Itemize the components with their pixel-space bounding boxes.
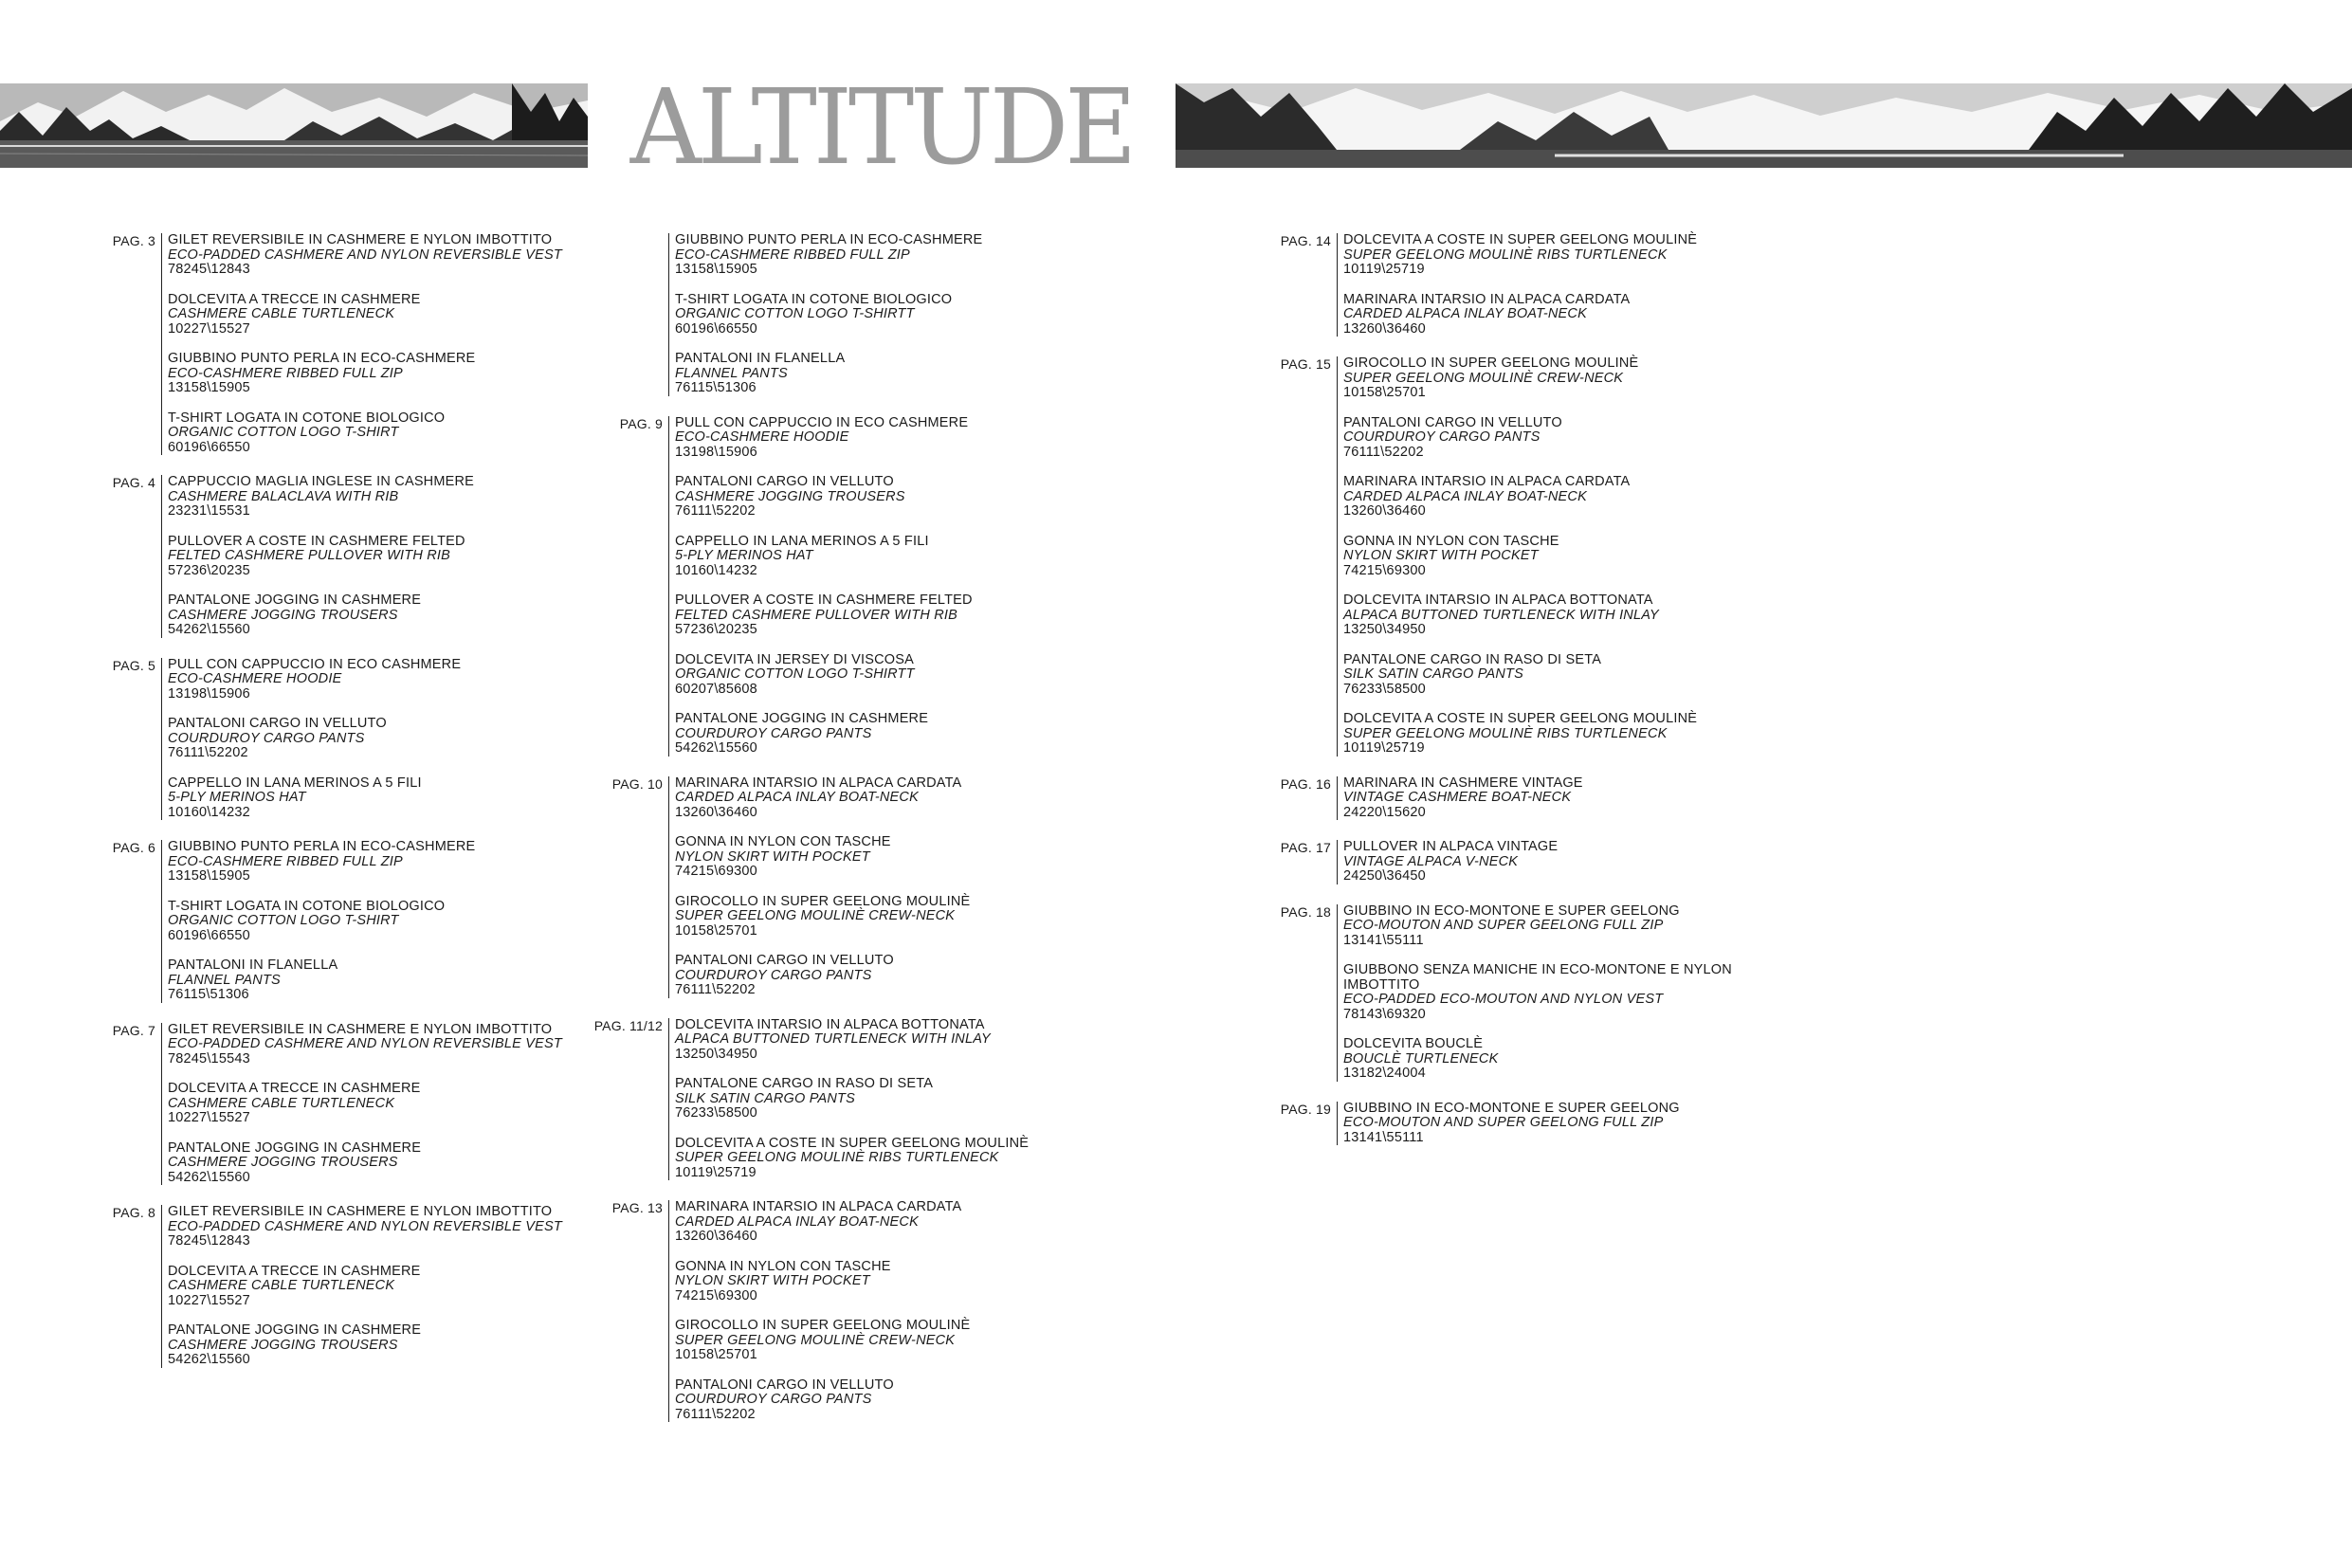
list-item xyxy=(168,352,562,396)
item-code: 10158\25701 xyxy=(675,1347,757,1362)
item-name-it: DOLCEVITA A COSTE IN SUPER GEELONG MOULINÈ xyxy=(675,1135,1030,1151)
item-name-it: MARINARA INTARSIO IN ALPACA CARDATA xyxy=(1343,474,1631,489)
list-item xyxy=(675,233,982,278)
page-label: PAG. 14 xyxy=(1280,233,1331,248)
item-name-en: ORGANIC COTTON LOGO T-SHIRTT xyxy=(675,666,915,682)
item-code: 10119\25719 xyxy=(675,1164,757,1180)
item-name-en: SILK SATIN CARGO PANTS xyxy=(1343,666,1523,682)
item-name-it: T-SHIRT LOGATA IN COTONE BIOLOGICO xyxy=(168,898,446,914)
index-section xyxy=(1251,356,1741,757)
entry-list xyxy=(1337,776,1583,821)
item-name-it: MARINARA INTARSIO IN ALPACA CARDATA xyxy=(1343,291,1631,307)
item-name-it: GILET REVERSIBILE IN CASHMERE E NYLON IMBOTTITO xyxy=(168,1021,553,1037)
item-name-en: ECO-PADDED ECO-MOUTON AND NYLON VEST xyxy=(1343,992,1664,1007)
list-item xyxy=(168,1205,562,1249)
item-code: 10158\25701 xyxy=(675,922,757,939)
index-section xyxy=(76,1023,562,1186)
entry-list xyxy=(668,776,970,998)
item-name-it: CAPPUCCIO MAGLIA INGLESE IN CASHMERE xyxy=(168,474,475,489)
page-label: PAG. 19 xyxy=(1280,1101,1331,1117)
item-name-it: DOLCEVITA A TRECCE IN CASHMERE xyxy=(168,1263,421,1279)
item-name-it: DOLCEVITA A TRECCE IN CASHMERE xyxy=(168,291,421,307)
item-code: 54262\15560 xyxy=(168,622,250,637)
page-label: PAG. 16 xyxy=(1280,775,1331,792)
index-column-2 xyxy=(583,233,1029,1442)
item-name-it: GIUBBINO IN ECO-MONTONE E SUPER GEELONG xyxy=(1343,1100,1680,1116)
item-name-it: MARINARA INTARSIO IN ALPACA CARDATA xyxy=(675,1199,962,1214)
item-name-en: SUPER GEELONG MOULINÈ RIBS TURTLENECK xyxy=(675,1150,999,1165)
index-section xyxy=(1251,1102,1741,1146)
list-item xyxy=(168,840,475,884)
item-name-it: GIUBBONO SENZA MANICHE IN ECO-MONTONE E NYLON IMBOTTITO xyxy=(1343,962,1732,993)
item-name-it: CAPPELLO IN LANA MERINOS A 5 FILI xyxy=(675,533,929,549)
list-item xyxy=(168,1323,562,1368)
list-item xyxy=(675,653,973,698)
list-item xyxy=(675,416,973,461)
item-code: 10227\15527 xyxy=(168,320,250,337)
list-item xyxy=(675,1319,970,1363)
item-name-it: DOLCEVITA INTARSIO IN ALPACA BOTTONATA xyxy=(675,1016,985,1032)
entry-list xyxy=(161,658,461,821)
list-item xyxy=(1343,712,1697,757)
item-name-it: PANTALONE JOGGING IN CASHMERE xyxy=(168,593,422,608)
list-item xyxy=(168,233,562,278)
item-code: 76233\58500 xyxy=(675,1105,757,1121)
item-name-it: PANTALONI IN FLANELLA xyxy=(168,957,338,973)
item-code: 76111\52202 xyxy=(168,745,248,760)
item-name-en: SUPER GEELONG MOULINÈ CREW-NECK xyxy=(675,1332,956,1348)
item-name-en: VINTAGE CASHMERE BOAT-NECK xyxy=(1343,790,1572,805)
item-name-it: GONNA IN NYLON CON TASCHE xyxy=(675,834,891,849)
item-name-en: CASHMERE BALACLAVA WITH RIB xyxy=(168,488,399,504)
item-name-en: FELTED CASHMERE PULLOVER WITH RIB xyxy=(675,607,957,623)
list-item xyxy=(1343,1102,1680,1146)
item-name-en: BOUCLÈ TURTLENECK xyxy=(1343,1050,1499,1067)
list-item xyxy=(675,895,970,939)
item-code: 74215\69300 xyxy=(675,1287,757,1304)
item-name-en: ORGANIC COTTON LOGO T-SHIRTT xyxy=(675,306,915,321)
item-code: 76233\58500 xyxy=(1343,681,1426,697)
item-name-en: VINTAGE ALPACA V-NECK xyxy=(1343,853,1519,869)
item-name-en: ALPACA BUTTONED TURTLENECK WITH INLAY xyxy=(675,1031,991,1047)
item-code: 10119\25719 xyxy=(1343,262,1425,277)
item-name-en: SUPER GEELONG MOULINÈ CREW-NECK xyxy=(675,908,956,923)
item-name-it: CAPPELLO IN LANA MERINOS A 5 FILI xyxy=(168,775,422,791)
item-code: 54262\15560 xyxy=(168,1352,250,1367)
item-name-it: GIUBBINO IN ECO-MONTONE E SUPER GEELONG xyxy=(1343,903,1680,919)
item-name-it: PANTALONI CARGO IN VELLUTO xyxy=(1343,414,1562,430)
list-item xyxy=(675,593,973,638)
list-item xyxy=(1343,840,1558,884)
list-item xyxy=(168,1023,562,1067)
list-item xyxy=(675,1378,970,1423)
item-code: 13260\36460 xyxy=(1343,320,1426,337)
item-code: 13158\15905 xyxy=(168,868,250,884)
page-label: PAG. 9 xyxy=(619,415,663,431)
item-name-en: CARDED ALPACA INLAY BOAT-NECK xyxy=(1343,306,1587,321)
page-label: PAG. 8 xyxy=(112,1205,155,1220)
index-section xyxy=(1251,904,1741,1082)
entry-list xyxy=(1337,233,1697,337)
item-name-en: FELTED CASHMERE PULLOVER WITH RIB xyxy=(168,548,450,563)
list-item xyxy=(1343,416,1697,461)
entry-list xyxy=(1337,356,1697,757)
entry-list xyxy=(1337,1102,1680,1146)
item-name-en: ALPACA BUTTONED TURTLENECK WITH INLAY xyxy=(1343,607,1659,623)
item-name-en: NYLON SKIRT WITH POCKET xyxy=(675,848,870,865)
item-code: 54262\15560 xyxy=(675,740,757,756)
page-label: PAG. 17 xyxy=(1280,840,1331,855)
item-code: 76115\51306 xyxy=(168,987,249,1002)
item-name-it: PANTALONE JOGGING IN CASHMERE xyxy=(168,1322,422,1338)
item-code: 13182\24004 xyxy=(1343,1066,1426,1081)
item-name-en: ECO-MOUTON AND SUPER GEELONG FULL ZIP xyxy=(1343,918,1664,933)
entry-list xyxy=(668,416,973,757)
list-item xyxy=(675,475,973,520)
index-section xyxy=(76,233,562,455)
item-name-it: GILET REVERSIBILE IN CASHMERE E NYLON IMBOTTITO xyxy=(168,232,553,247)
item-name-en: ORGANIC COTTON LOGO T-SHIRT xyxy=(168,913,399,928)
page-label xyxy=(583,233,668,396)
item-name-it: PULL CON CAPPUCCIO IN ECO CASHMERE xyxy=(675,414,969,430)
page-label: PAG. 4 xyxy=(112,475,155,490)
page-label: PAG. 18 xyxy=(1280,903,1331,920)
item-name-it: DOLCEVITA A COSTE IN SUPER GEELONG MOULINÈ xyxy=(1343,232,1698,247)
item-name-en: COURDUROY CARGO PANTS xyxy=(675,967,872,983)
index-section xyxy=(583,416,1029,757)
list-item xyxy=(1343,593,1697,638)
item-name-en: SUPER GEELONG MOULINÈ RIBS TURTLENECK xyxy=(1343,725,1668,741)
item-name-en: FLANNEL PANTS xyxy=(168,972,281,988)
item-name-it: PANTALONI CARGO IN VELLUTO xyxy=(675,474,894,489)
index-section xyxy=(76,658,562,821)
item-name-it: PULL CON CAPPUCCIO IN ECO CASHMERE xyxy=(168,656,462,672)
brand-title: ALTITUDE xyxy=(629,65,1134,189)
item-code: 76111\52202 xyxy=(675,503,756,519)
item-code: 74215\69300 xyxy=(1343,562,1426,578)
item-code: 76111\52202 xyxy=(1343,444,1424,460)
item-name-en: ORGANIC COTTON LOGO T-SHIRT xyxy=(168,425,399,440)
item-name-en: CASHMERE JOGGING TROUSERS xyxy=(168,1155,398,1170)
index-column-1 xyxy=(76,233,562,1388)
item-name-en: CASHMERE CABLE TURTLENECK xyxy=(168,1095,395,1111)
item-name-en: CASHMERE JOGGING TROUSERS xyxy=(168,607,398,623)
item-name-en: ECO-CASHMERE HOODIE xyxy=(168,671,342,686)
list-item xyxy=(168,717,461,761)
item-name-it: PANTALONE CARGO IN RASO DI SETA xyxy=(675,1076,934,1091)
list-item xyxy=(1343,904,1741,949)
item-name-it: T-SHIRT LOGATA IN COTONE BIOLOGICO xyxy=(675,291,953,307)
list-item xyxy=(168,1082,562,1126)
page-label: PAG. 10 xyxy=(611,775,663,792)
item-name-en: ECO-CASHMERE HOODIE xyxy=(675,429,849,445)
list-item xyxy=(168,293,562,337)
item-code: 78245\12843 xyxy=(168,262,250,277)
item-code: 13260\36460 xyxy=(1343,503,1426,519)
list-item xyxy=(675,1200,970,1245)
index-section xyxy=(583,776,1029,998)
item-name-it: PANTALONE JOGGING IN CASHMERE xyxy=(168,1140,422,1156)
list-item xyxy=(168,411,562,456)
item-name-it: PULLOVER IN ALPACA VINTAGE xyxy=(1343,839,1559,854)
item-code: 74215\69300 xyxy=(675,864,757,879)
item-code: 78143\69320 xyxy=(1343,1006,1426,1022)
index-section xyxy=(583,1200,1029,1422)
item-name-en: SILK SATIN CARGO PANTS xyxy=(675,1090,855,1106)
item-code: 57236\20235 xyxy=(168,562,250,578)
item-name-it: GIUBBINO PUNTO PERLA IN ECO-CASHMERE xyxy=(675,232,983,247)
list-item xyxy=(675,535,973,579)
page-label: PAG. 5 xyxy=(112,657,155,673)
list-item xyxy=(675,1137,1029,1181)
entry-list xyxy=(161,233,562,455)
item-code: 23231\15531 xyxy=(168,503,250,519)
item-name-it: PANTALONE CARGO IN RASO DI SETA xyxy=(1343,651,1602,667)
list-item xyxy=(675,1260,970,1304)
item-name-en: CASHMERE JOGGING TROUSERS xyxy=(675,488,905,504)
item-name-en: COURDUROY CARGO PANTS xyxy=(168,730,365,746)
entry-list xyxy=(668,1200,970,1422)
item-name-it: PANTALONE JOGGING IN CASHMERE xyxy=(675,711,929,726)
item-code: 60207\85608 xyxy=(675,681,757,697)
item-code: 24250\36450 xyxy=(1343,868,1426,884)
list-item xyxy=(168,1141,562,1186)
index-section xyxy=(1251,840,1741,884)
list-item xyxy=(675,712,973,757)
item-name-it: GIROCOLLO IN SUPER GEELONG MOULINÈ xyxy=(1343,356,1639,371)
list-item xyxy=(1343,293,1697,337)
item-name-en: ECO-CASHMERE RIBBED FULL ZIP xyxy=(675,246,910,263)
index-section xyxy=(1251,776,1741,821)
item-code: 60196\66550 xyxy=(168,439,250,455)
item-name-en: FLANNEL PANTS xyxy=(675,365,788,381)
list-item xyxy=(168,1265,562,1309)
item-name-en: ECO-PADDED CASHMERE AND NYLON REVERSIBLE VEST xyxy=(168,1218,562,1234)
mountain-lake-photo-right xyxy=(1176,83,2352,168)
mountain-lake-photo-left xyxy=(0,83,588,168)
item-code: 57236\20235 xyxy=(675,622,757,637)
item-name-en: COURDUROY CARGO PANTS xyxy=(675,725,872,741)
entry-list xyxy=(668,233,982,396)
item-name-it: DOLCEVITA INTARSIO IN ALPACA BOTTONATA xyxy=(1343,593,1653,608)
item-name-it: MARINARA IN CASHMERE VINTAGE xyxy=(1343,775,1583,791)
page-label: PAG. 6 xyxy=(112,840,155,855)
list-item xyxy=(675,776,970,821)
item-code: 76111\52202 xyxy=(675,1406,756,1422)
item-code: 10160\14232 xyxy=(168,804,250,820)
item-name-it: GIROCOLLO IN SUPER GEELONG MOULINÈ xyxy=(675,893,971,909)
entry-list xyxy=(1337,904,1741,1082)
item-code: 10158\25701 xyxy=(1343,385,1426,400)
entry-list xyxy=(161,1205,562,1368)
item-code: 13158\15905 xyxy=(675,262,757,277)
list-item xyxy=(1343,356,1697,401)
list-item xyxy=(1343,1037,1741,1082)
item-code: 54262\15560 xyxy=(168,1169,250,1185)
item-name-en: 5-PLY MERINOS HAT xyxy=(168,790,306,805)
page-label: PAG. 13 xyxy=(611,1200,663,1215)
item-code: 60196\66550 xyxy=(675,320,757,337)
item-name-en: ECO-CASHMERE RIBBED FULL ZIP xyxy=(168,365,403,381)
list-item xyxy=(168,593,474,638)
list-item xyxy=(168,535,474,579)
item-code: 78245\15543 xyxy=(168,1050,250,1067)
item-name-en: CASHMERE CABLE TURTLENECK xyxy=(168,1278,395,1293)
item-name-it: GILET REVERSIBILE IN CASHMERE E NYLON IMBOTTITO xyxy=(168,1204,553,1219)
item-code: 10227\15527 xyxy=(168,1110,250,1125)
item-code: 60196\66550 xyxy=(168,927,250,943)
item-name-en: 5-PLY MERINOS HAT xyxy=(675,548,813,563)
page-label: PAG. 11/12 xyxy=(593,1017,663,1033)
item-name-it: PANTALONI CARGO IN VELLUTO xyxy=(675,1377,894,1393)
item-name-en: COURDUROY CARGO PANTS xyxy=(1343,429,1541,445)
list-item xyxy=(168,776,461,821)
item-name-en: CARDED ALPACA INLAY BOAT-NECK xyxy=(1343,488,1587,504)
list-item xyxy=(675,835,970,880)
list-item xyxy=(675,293,982,337)
item-name-en: SUPER GEELONG MOULINÈ RIBS TURTLENECK xyxy=(1343,246,1668,263)
item-code: 13158\15905 xyxy=(168,380,250,395)
item-name-it: GONNA IN NYLON CON TASCHE xyxy=(675,1258,891,1274)
item-name-en: CASHMERE CABLE TURTLENECK xyxy=(168,306,395,321)
item-code: 13198\15906 xyxy=(675,444,757,460)
page-label: PAG. 15 xyxy=(1280,356,1331,372)
list-item xyxy=(1343,233,1697,278)
item-name-en: NYLON SKIRT WITH POCKET xyxy=(675,1273,870,1288)
index-section xyxy=(583,1018,1029,1181)
item-name-en: CASHMERE JOGGING TROUSERS xyxy=(168,1337,398,1353)
item-code: 13250\34950 xyxy=(675,1046,757,1062)
item-name-en: CARDED ALPACA INLAY BOAT-NECK xyxy=(675,790,919,805)
item-name-en: ECO-MOUTON AND SUPER GEELONG FULL ZIP xyxy=(1343,1115,1664,1130)
item-name-it: MARINARA INTARSIO IN ALPACA CARDATA xyxy=(675,775,962,791)
item-name-it: GIUBBINO PUNTO PERLA IN ECO-CASHMERE xyxy=(168,839,476,854)
item-name-it: GIROCOLLO IN SUPER GEELONG MOULINÈ xyxy=(675,1318,971,1333)
list-item xyxy=(1343,653,1697,698)
item-code: 13198\15906 xyxy=(168,685,250,702)
list-item xyxy=(675,352,982,396)
list-item xyxy=(675,1018,1029,1063)
item-code: 10160\14232 xyxy=(675,562,757,578)
index-section xyxy=(583,233,1029,396)
item-name-it: PANTALONI CARGO IN VELLUTO xyxy=(168,716,387,731)
item-code: 76115\51306 xyxy=(675,380,757,395)
entry-list xyxy=(161,475,474,638)
entry-list xyxy=(1337,840,1558,884)
item-name-it: PANTALONI CARGO IN VELLUTO xyxy=(675,953,894,968)
item-code: 10227\15527 xyxy=(168,1292,250,1308)
item-name-en: ECO-PADDED CASHMERE AND NYLON REVERSIBLE VEST xyxy=(168,246,562,263)
list-item xyxy=(675,1077,1029,1121)
item-code: 13141\55111 xyxy=(1343,1129,1424,1145)
page-label: PAG. 3 xyxy=(112,233,155,248)
item-name-it: PULLOVER A COSTE IN CASHMERE FELTED xyxy=(675,593,973,608)
index-section xyxy=(1251,233,1741,337)
item-name-en: ECO-CASHMERE RIBBED FULL ZIP xyxy=(168,853,403,869)
entry-list xyxy=(161,840,475,1003)
item-name-it: T-SHIRT LOGATA IN COTONE BIOLOGICO xyxy=(168,410,446,426)
list-item xyxy=(1343,475,1697,520)
item-name-it: PULLOVER A COSTE IN CASHMERE FELTED xyxy=(168,533,465,549)
list-item xyxy=(168,958,475,1003)
item-name-it: GIUBBINO PUNTO PERLA IN ECO-CASHMERE xyxy=(168,351,476,366)
item-code: 13260\36460 xyxy=(675,1229,757,1244)
item-name-en: NYLON SKIRT WITH POCKET xyxy=(1343,548,1539,563)
page-label: PAG. 7 xyxy=(112,1022,155,1038)
item-name-it: DOLCEVITA A TRECCE IN CASHMERE xyxy=(168,1081,421,1096)
list-item xyxy=(1343,776,1583,821)
item-code: 10119\25719 xyxy=(1343,740,1425,756)
item-code: 24220\15620 xyxy=(1343,804,1426,820)
item-code: 78245\12843 xyxy=(168,1233,250,1249)
list-item xyxy=(168,658,461,702)
list-item xyxy=(1343,963,1741,1022)
item-name-it: DOLCEVITA IN JERSEY DI VISCOSA xyxy=(675,651,915,667)
item-name-it: DOLCEVITA A COSTE IN SUPER GEELONG MOULINÈ xyxy=(1343,711,1698,726)
item-name-en: ECO-PADDED CASHMERE AND NYLON REVERSIBLE VEST xyxy=(168,1036,562,1051)
item-name-en: CARDED ALPACA INLAY BOAT-NECK xyxy=(675,1213,919,1230)
item-name-en: COURDUROY CARGO PANTS xyxy=(675,1392,872,1407)
entry-list xyxy=(668,1018,1029,1181)
item-code: 13250\34950 xyxy=(1343,622,1426,637)
index-column-3 xyxy=(1251,233,1741,1165)
item-code: 76111\52202 xyxy=(675,982,756,997)
list-item xyxy=(168,900,475,944)
list-item xyxy=(675,954,970,998)
index-section xyxy=(76,840,562,1003)
item-name-en: SUPER GEELONG MOULINÈ CREW-NECK xyxy=(1343,370,1624,386)
item-name-it: PANTALONI IN FLANELLA xyxy=(675,351,846,366)
index-section xyxy=(76,1205,562,1368)
index-section xyxy=(76,475,562,638)
item-code: 13260\36460 xyxy=(675,804,757,820)
list-item xyxy=(168,475,474,520)
entry-list xyxy=(161,1023,562,1186)
list-item xyxy=(1343,535,1697,579)
item-code: 13141\55111 xyxy=(1343,932,1424,948)
item-name-it: GONNA IN NYLON CON TASCHE xyxy=(1343,533,1559,549)
item-name-it: DOLCEVITA BOUCLÈ xyxy=(1343,1036,1484,1051)
